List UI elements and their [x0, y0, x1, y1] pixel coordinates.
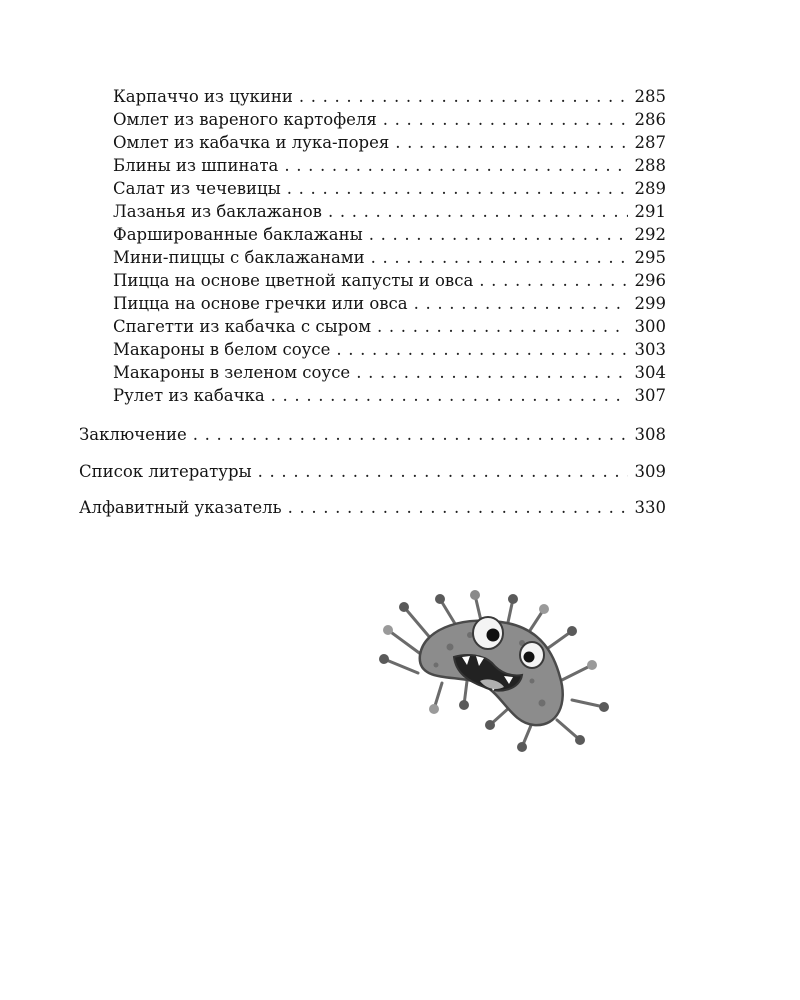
toc-entry-page: 300 — [634, 317, 666, 336]
toc-entry-page: 299 — [634, 294, 666, 313]
toc-entry-page: 304 — [634, 363, 666, 382]
toc-chapter-entry — [79, 497, 666, 519]
toc-dot-leader — [336, 339, 628, 361]
toc-entry — [113, 385, 666, 407]
toc-entry-page: 292 — [634, 225, 666, 244]
toc-dot-leader — [369, 224, 628, 246]
toc-dot-leader — [258, 461, 628, 483]
toc-dot-leader — [288, 497, 628, 519]
toc-dot-leader — [395, 132, 628, 154]
toc-dot-leader — [479, 270, 628, 292]
toc-entry — [113, 109, 666, 131]
toc-entry — [113, 132, 666, 154]
toc-entry-title: Лазанья из баклажанов — [113, 202, 322, 221]
toc-dot-leader — [371, 247, 628, 269]
toc-entry-page: 303 — [634, 340, 666, 359]
toc-dot-leader — [356, 362, 628, 384]
toc-entry-page: 330 — [634, 498, 666, 517]
toc-entry-title: Мини-пиццы с баклажанами — [113, 248, 365, 267]
toc-entry-title: Блины из шпината — [113, 156, 279, 175]
toc-entry — [113, 155, 666, 177]
toc-dot-leader — [271, 385, 628, 407]
toc-dot-leader — [299, 86, 628, 108]
toc-entry — [113, 86, 666, 108]
toc-entry-page: 285 — [634, 87, 666, 106]
toc-entry-page: 296 — [634, 271, 666, 290]
toc-entry — [113, 316, 666, 338]
toc-entry-title: Алфавитный указатель — [79, 498, 282, 517]
microbe-eye — [520, 642, 544, 668]
toc-entry-title: Список литературы — [79, 462, 252, 481]
microbe-cartoon-icon — [372, 585, 622, 755]
toc-entry — [113, 270, 666, 292]
microbe-eye — [473, 617, 503, 649]
toc-entry — [113, 178, 666, 200]
toc-entry-page: 309 — [634, 462, 666, 481]
toc-entry-title: Омлет из кабачка и лука-порея — [113, 133, 390, 152]
toc-entry-page: 288 — [634, 156, 666, 175]
toc-entry-title: Омлет из вареного картофеля — [113, 110, 377, 129]
toc-entry-page: 307 — [634, 386, 666, 405]
toc-dot-leader — [287, 178, 628, 200]
toc-dot-leader — [193, 424, 628, 446]
toc-entry-title: Рулет из кабачка — [113, 386, 265, 405]
toc-entry — [113, 247, 666, 269]
toc-entry — [113, 339, 666, 361]
toc-entry — [113, 224, 666, 246]
toc-entry-page: 295 — [634, 248, 666, 267]
toc-entry-title: Пицца на основе гречки или овса — [113, 294, 408, 313]
toc-dot-leader — [383, 109, 628, 131]
toc-entry-page: 287 — [634, 133, 666, 152]
toc-entry — [113, 293, 666, 315]
toc-entry-title: Фаршированные баклажаны — [113, 225, 363, 244]
toc-entry-title: Салат из чечевицы — [113, 179, 281, 198]
toc-entry — [113, 362, 666, 384]
toc-entry-title: Пицца на основе цветной капусты и овса — [113, 271, 474, 290]
toc-dot-leader — [284, 155, 628, 177]
toc-entry-title: Карпаччо из цукини — [113, 87, 293, 106]
toc-entry-page: 291 — [634, 202, 666, 221]
toc-entry-page: 308 — [634, 425, 666, 444]
toc-entry-title: Спагетти из кабачка с сыром — [113, 317, 372, 336]
toc-dot-leader — [328, 201, 628, 223]
toc-chapter-entry — [79, 424, 666, 446]
toc-dot-leader — [414, 293, 628, 315]
toc-entry-title: Макароны в зеленом соусе — [113, 363, 351, 382]
toc-dot-leader — [377, 316, 628, 338]
toc-chapter-entry — [79, 461, 666, 483]
toc-entry — [113, 201, 666, 223]
toc-entry-page: 286 — [634, 110, 666, 129]
toc-entry-title: Макароны в белом соусе — [113, 340, 331, 359]
toc-entry-page: 289 — [634, 179, 666, 198]
toc-entry-title: Заключение — [79, 425, 187, 444]
